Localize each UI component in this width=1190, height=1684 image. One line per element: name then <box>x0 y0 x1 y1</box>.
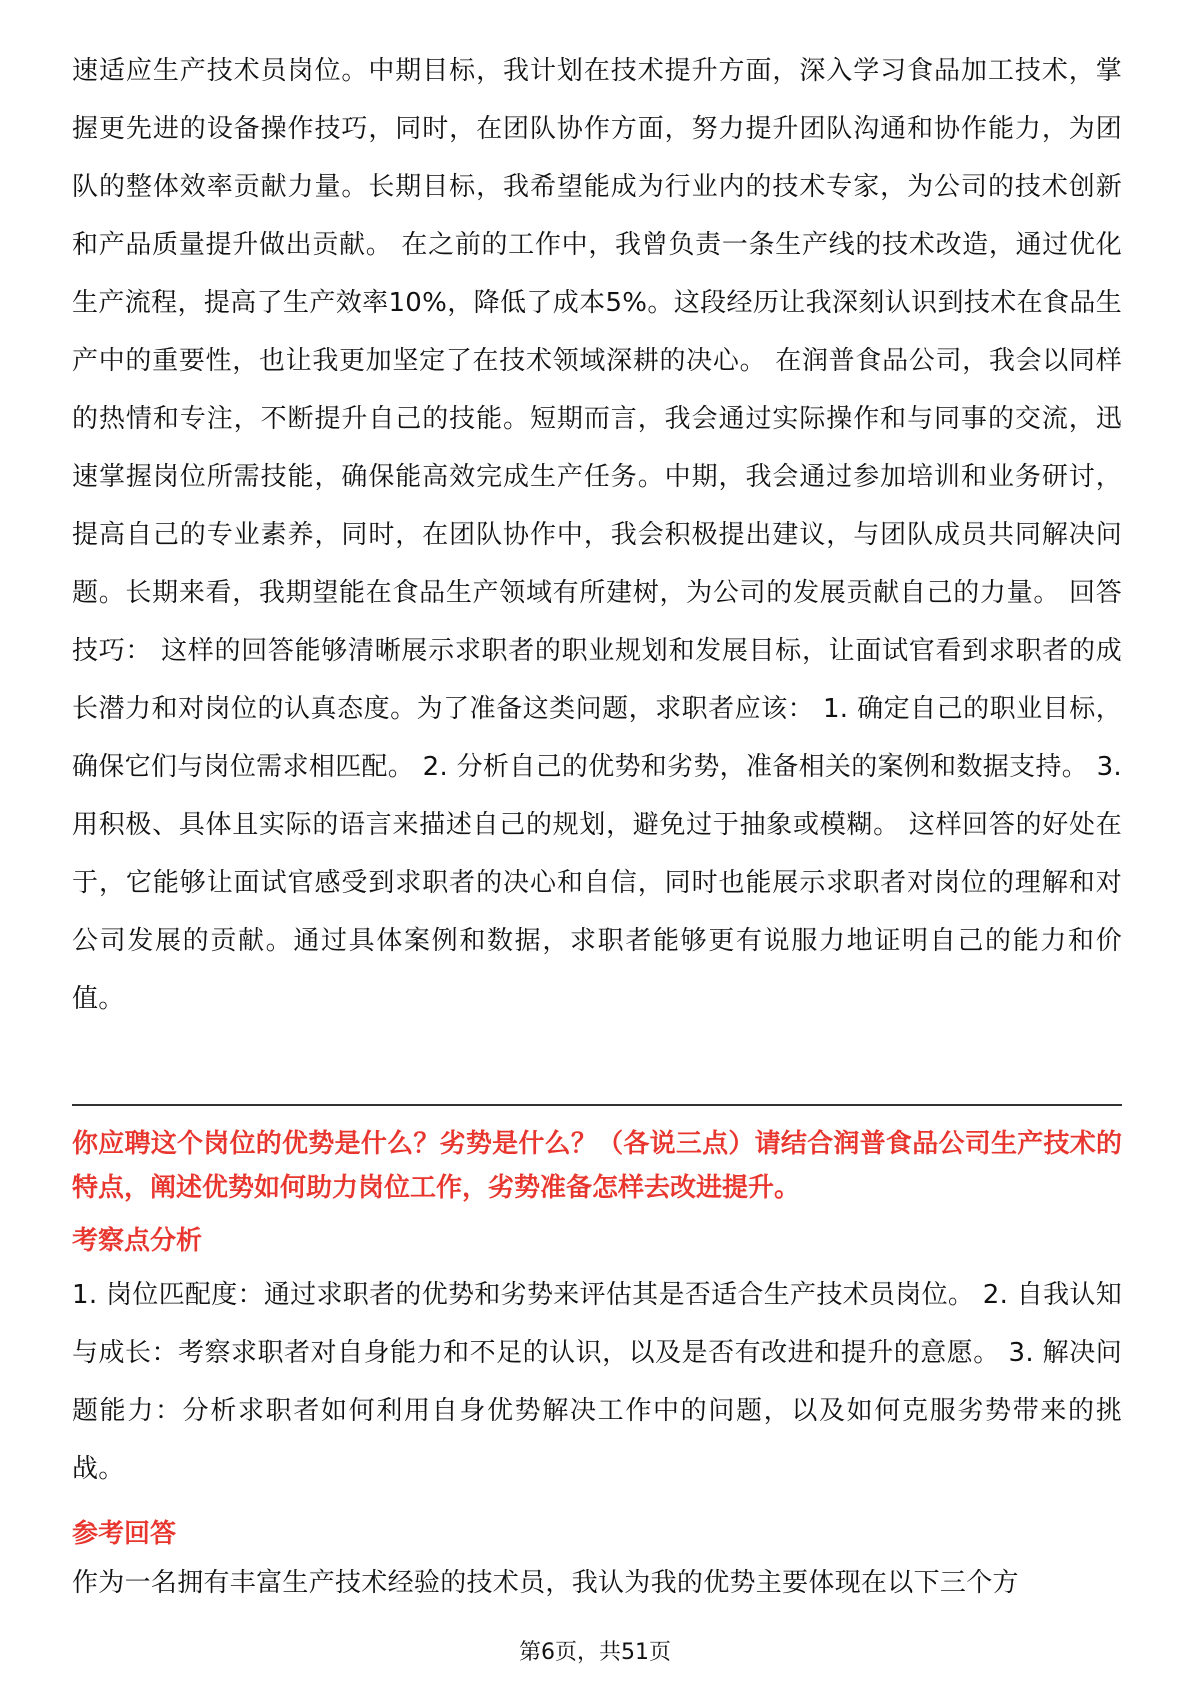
answer-paragraph: 作为一名拥有丰富生产技术经验的技术员，我认为我的优势主要体现在以下三个方 <box>72 1568 1019 1598</box>
page-number-footer: 第6页，共51页 <box>519 1640 671 1665</box>
analysis-heading: 考察点分析 <box>72 1226 203 1256</box>
section-divider <box>72 1104 1122 1106</box>
answer-heading: 参考回答 <box>72 1519 177 1549</box>
body-paragraph-top: 速适应生产技术员岗位。中期目标，我计划在技术提升方面，深入学习食品加工技术，掌握更先进的设备操作技巧，同时，在团队协作方面，努力提升团队沟通和协作能力，为团队的整体效率贡献力量。长期目标，我希望能成为行业内的技术专家，为公司的技术创新和产品质量提升做出贡献。 在之前的工作中，我曾负责一条生产线的技术改造，通过优化生产流程，提高了生产效率10%，降低了成本5%。这段经历让我深刻认识到技术在食品生产中的重要性，也让我更加坚定了在技术领域深耕的决心。 在润普食品公司，我会以同样的热情和专注，不断提升自己的技能。短期而言，我会通过实际操作和与同事的交流，迅速掌握岗位所需技能，确保能高效完成生产任务。中期，我会通过参加培训和业务研讨，提高自己的专业素养，同时，在团队协作中，我会积极提出建议，与团队成员共同解决问题。长期来看，我期望能在食品生产领域有所建树，为公司的发展贡献自己的力量。 回答技巧： 这样的回答能够清晰展示求职者的职业规划和发展目标，让面试官看到求职者的成长潜力和对岗位的认真态度。为了准备这类问题，求职者应该： 1. 确定自己的职业目标，确保它们与岗位需求相匹配。 2. 分析自己的优势和劣势，准备相关的案例和数据支持。 3. 用积极、具体且实际的语言来描述自己的规划，避免过于抽象或模糊。 这样回答的好处在于，它能够让面试官感受到求职者的决心和自信，同时也能展示求职者对岗位的理解和对公司发展的贡献。通过具体案例和数据，求职者能够更有说服力地证明自己的能力和价值。 <box>72 56 1122 1014</box>
analysis-paragraph: 1. 岗位匹配度：通过求职者的优势和劣势来评估其是否适合生产技术员岗位。 2. 自我认知与成长：考察求职者对自身能力和不足的认识，以及是否有改进和提升的意愿。 3. 解决问题能力：分析求职者如何利用自身优势解决工作中的问题，以及如何克服劣势带来的挑战。 <box>72 1280 1122 1484</box>
question-heading: 你应聘这个岗位的优势是什么？劣势是什么？（各说三点）请结合润普食品公司生产技术的特点，阐述优势如何助力岗位工作，劣势准备怎样去改进提升。 <box>72 1129 1122 1203</box>
